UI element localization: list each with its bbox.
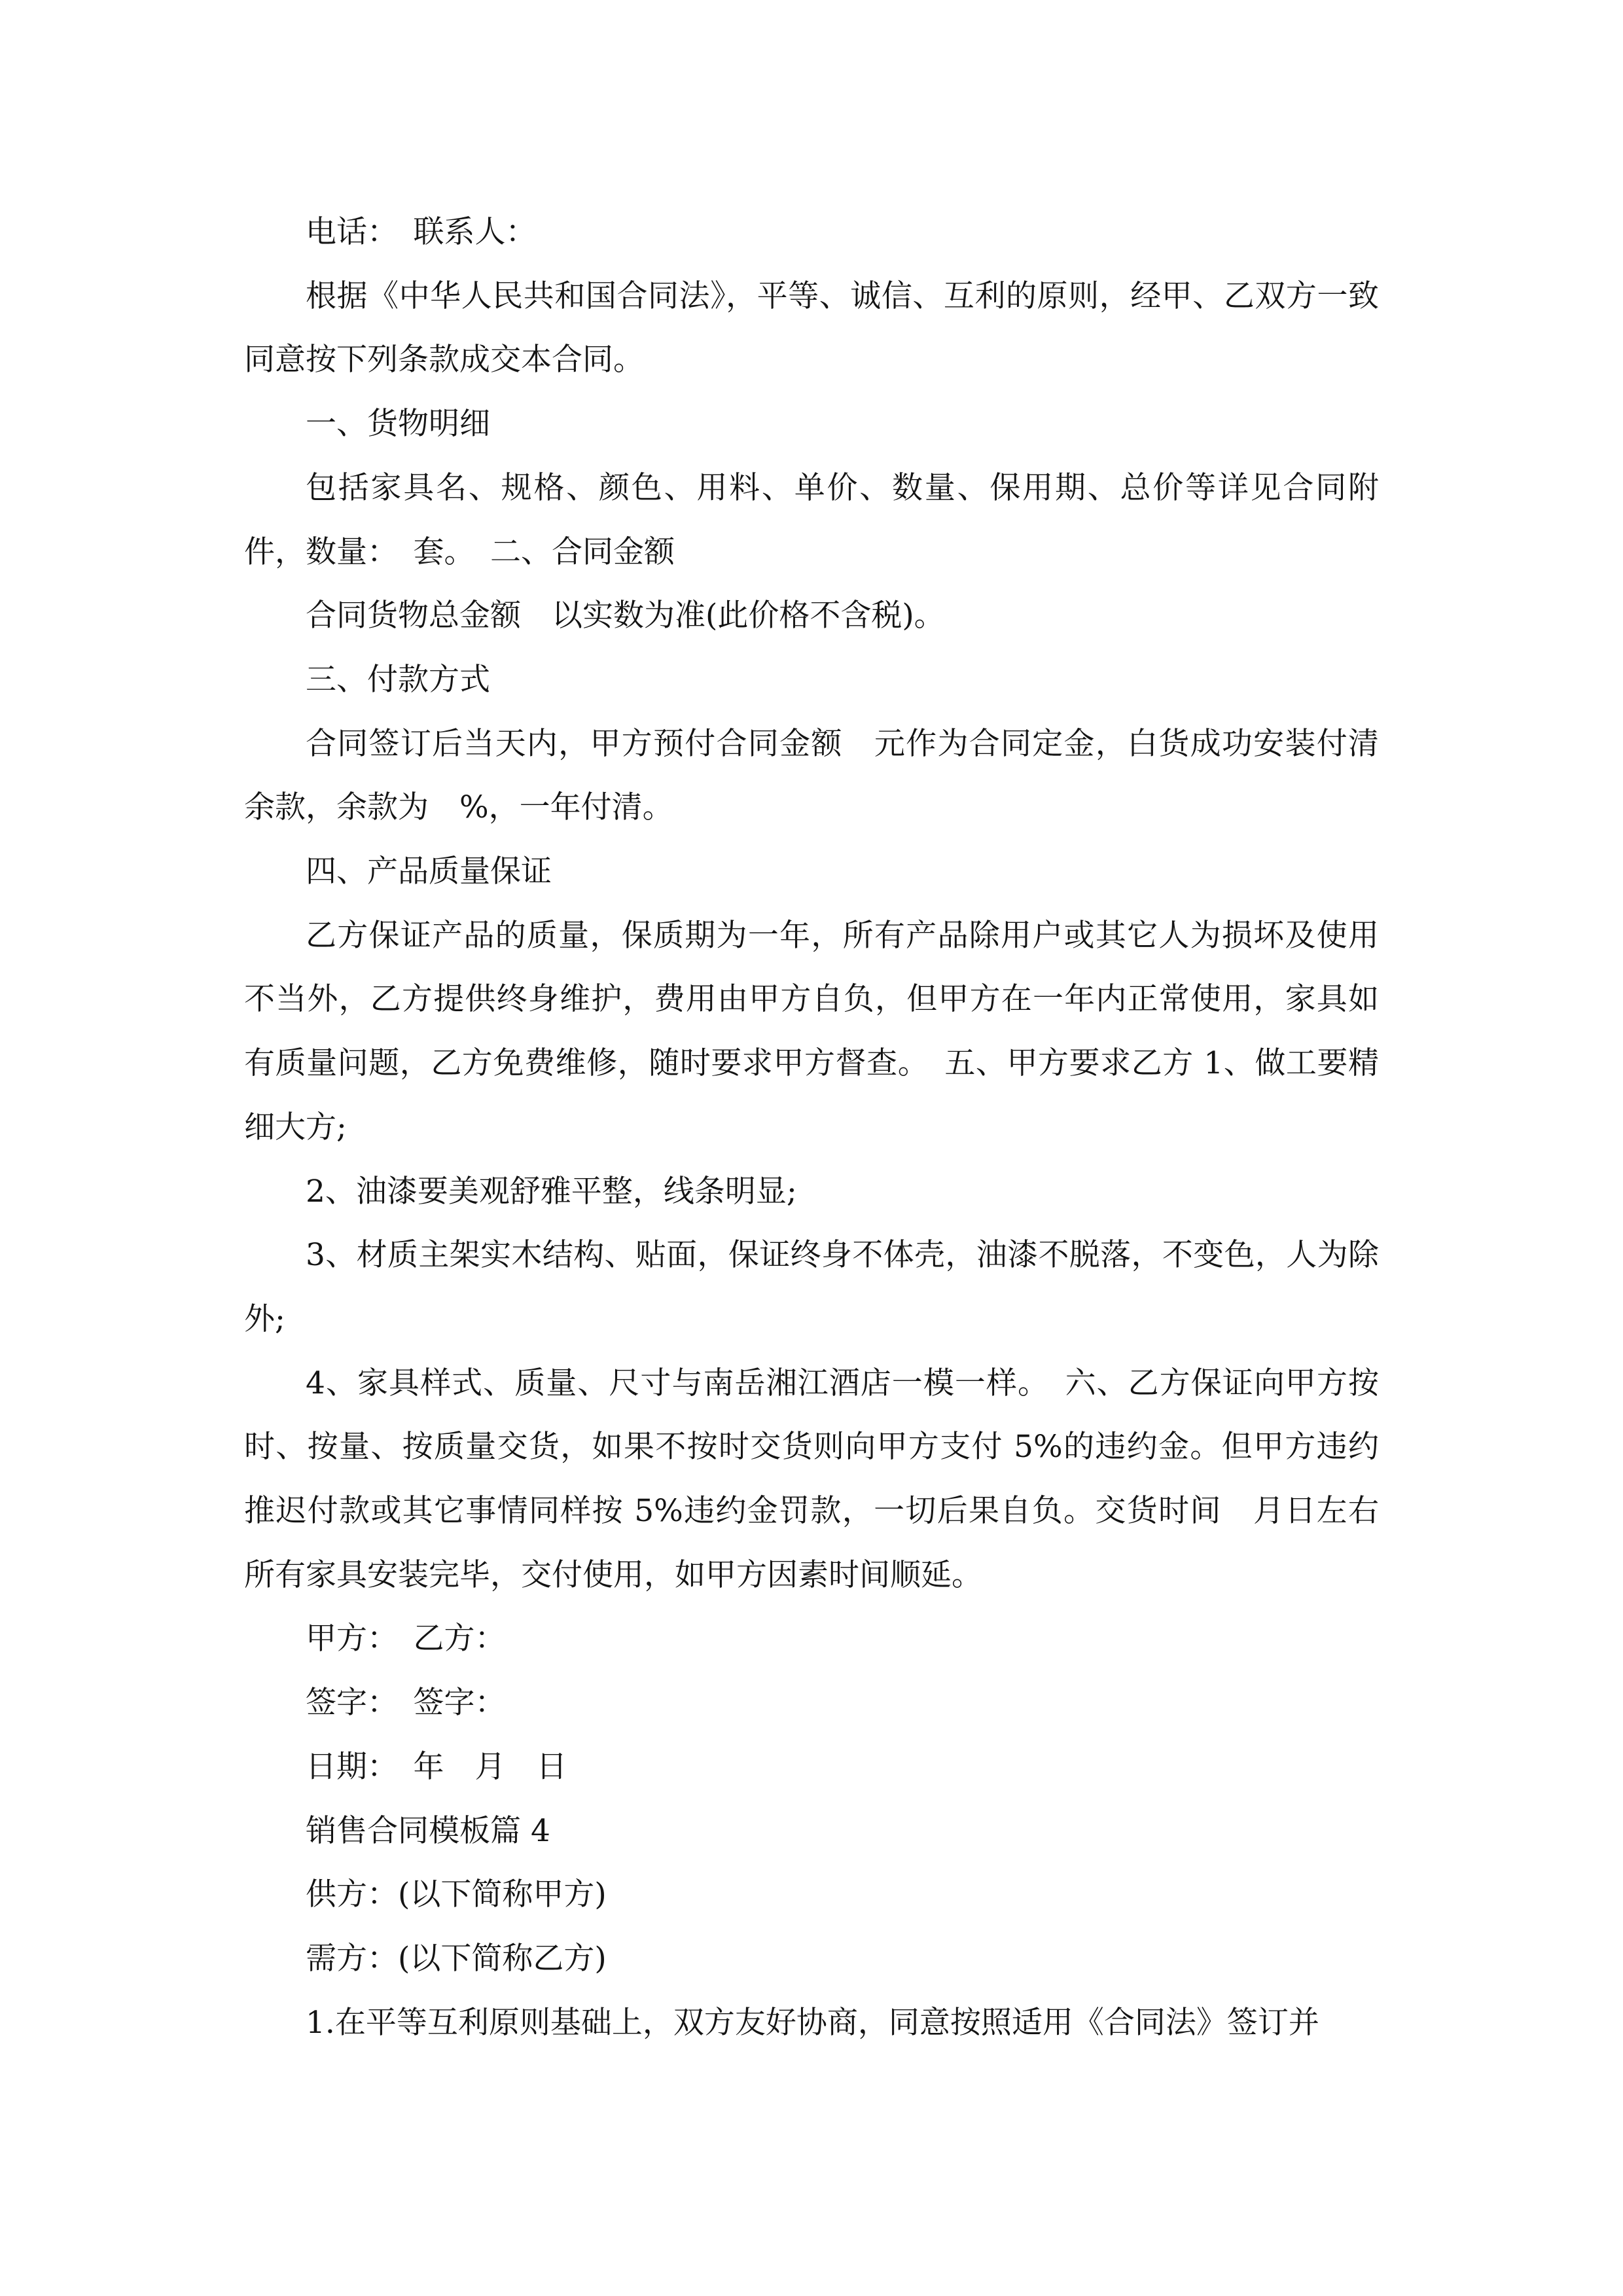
paragraph-requirement-3: 3、材质主架实木结构、贴面，保证终身不体壳，油漆不脱落，不变色，人为除外; — [244, 1237, 1379, 1337]
supplier-line: 供方：(以下简称甲方) — [306, 1876, 607, 1913]
signature-sign: 签字： 签字： — [306, 1685, 506, 1721]
paragraph-goods-details: 包括家具名、规格、颜色、用料、单价、数量、保用期、总价等详见合同附件，数量： 套。 二、合同金额 — [244, 469, 1379, 570]
heading-goods-details: 一、货物明细 — [306, 406, 490, 442]
section-title: 销售合同模板篇 4 — [306, 1812, 550, 1849]
heading-payment-method: 三、付款方式 — [306, 661, 490, 698]
paragraph-preamble: 根据《中华人民共和国合同法》，平等、诚信、互利的原则，经甲、乙双方一致同意按下列条款成交本合同。 — [244, 278, 1379, 378]
paragraph-quality-guarantee: 乙方保证产品的质量，保质期为一年，所有产品除用户或其它人为损坏及使用不当外，乙方提供终身维护，费用由甲方自负，但甲方在一年内正常使用，家具如有质量问题，乙方免费维修，随时要求甲方督查。 五、甲方要求乙方 1、做工要精细大方; — [244, 917, 1379, 1145]
signature-date: 日期： 年 月 日 — [306, 1748, 567, 1785]
paragraph-payment-method: 合同签订后当天内，甲方预付合同金额 元作为合同定金，白货成功安装付清余款，余款为 %，一年付清。 — [244, 725, 1379, 826]
signature-parties: 甲方： 乙方： — [306, 1621, 506, 1657]
paragraph-contract-amount: 合同货物总金额 以实数为准(此价格不含税)。 — [306, 598, 945, 634]
paragraph-requirement-4: 4、家具样式、质量、尺寸与南岳湘江酒店一模一样。 六、乙方保证向甲方按时、按量、按质量交货，如果不按时交货则向甲方支付 5%的违约金。但甲方违约推迟付款或其它事情同样按 5%违约金罚款，一切后果自负。交货时间 月日左右所有家具安装完毕，交付使用，如甲方因素时间顺延。 — [244, 1365, 1379, 1593]
buyer-line: 需方：(以下简称乙方) — [306, 1940, 607, 1977]
heading-quality-guarantee: 四、产品质量保证 — [306, 853, 552, 890]
document-body — [244, 200, 1379, 2054]
paragraph-requirement-2: 2、油漆要美观舒雅平整，线条明显; — [306, 1173, 797, 1210]
clause-1: 1.在平等互利原则基础上，双方友好协商，同意按照适用《合同法》签订并 — [306, 2004, 1319, 2041]
paragraph-contact: 电话： 联系人： — [306, 214, 537, 250]
